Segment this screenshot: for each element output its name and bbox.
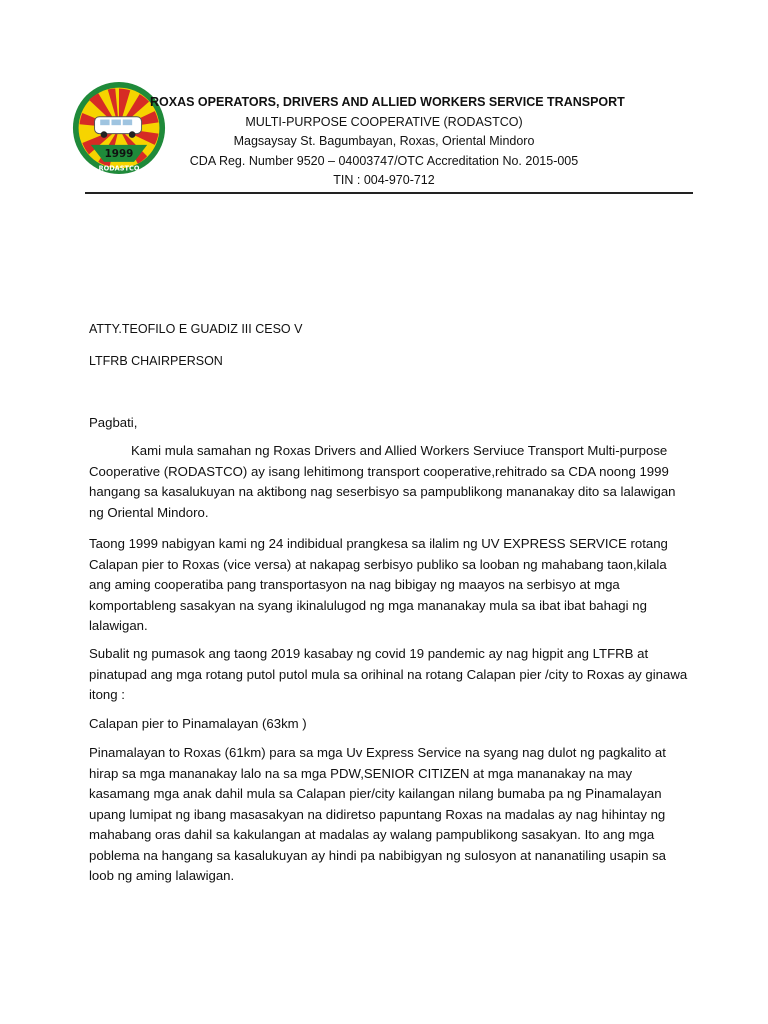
paragraph-text: Taong 1999 nabigyan kami ng 24 indibidual prangkesa sa ilalim ng UV EXPRESS SERVICE rotang Calapan pier to Roxas (vice versa) at nakapag serbisyo publiko sa looban ng mahabang taon,kilala ang aming cooperatiba pang transportasyon na nag bibigay ng maayos na serbisyo at mga komportableng sasakyan na syang ikinalulugod ng mga mananakay mula sa ibat ibat bahagi ng lalawigan. <box>89 536 668 633</box>
paragraph-5 <box>89 743 689 887</box>
paragraph-4 <box>89 714 689 735</box>
org-name-line2: MULTI-PURPOSE COOPERATIVE (RODASTCO) <box>245 114 523 129</box>
paragraph-text: Calapan pier to Pinamalayan (63km ) <box>89 716 307 731</box>
paragraph-1 <box>89 441 689 523</box>
paragraph-3 <box>89 644 689 706</box>
org-name-line1: ROXAS OPERATORS, DRIVERS AND ALLIED WORKERS SERVICE TRANSPORT <box>150 95 625 109</box>
org-address: Magsaysay St. Bagumbayan, Roxas, Oriental Mindoro <box>233 134 535 148</box>
addressee-name: ATTY.TEOFILO E GUADIZ III CESO V <box>89 322 303 336</box>
paragraph-text: Pinamalayan to Roxas (61km) para sa mga Uv Express Service na syang nag dulot ng pagkalito at hirap sa mga mananakay lalo na sa mga PDW,SENIOR CITIZEN at mga mananakay na may kasamang mga anak dahil mula sa Calapan pier/city kailangan nilang bumaba pa ng Pinamalayan upang lumipat ng ibang masasakyan na didiretso papuntang Roxas na madalas ay nag hihintay ng mahabang oras dahil sa kakulangan at madalas ay walang pampublikong sasakyan. Ito ang mga poblema na hangang sa kasalukuyan ay hindi pa nabibigyan ng sulosyon at nananatiling usapin sa loob ng aming lalawigan. <box>89 745 667 883</box>
salutation: Pagbati, <box>89 415 138 430</box>
paragraph-2 <box>89 534 689 637</box>
logo-year: 1999 <box>104 148 134 161</box>
paragraph-text: Subalit ng pumasok ang taong 2019 kasabay ng covid 19 pandemic ay nag higpit ang LTFRB at pinatupad ang mga rotang putol putol mula sa orihinal na rotang Calapan pier /city to Roxas ay ginawa itong : <box>89 646 688 702</box>
header-divider <box>85 192 693 194</box>
paragraph-text: Kami mula samahan ng Roxas Drivers and Allied Workers Serviuce Transport Multi-purpose Cooperative (RODASTCO) ay isang lehitimong transport cooperative,rehitrado sa CDA noong 1999 hangang sa kasalukuyan na aktibong nag seserbisyo sa pampublikong mananakay dito sa lalawigan ng Oriental Mindoro. <box>89 443 676 520</box>
letterhead <box>150 93 625 191</box>
logo-name: RODASTCO <box>98 164 140 173</box>
org-registration: CDA Reg. Number 9520 – 04003747/OTC Accreditation No. 2015-005 <box>189 153 579 168</box>
org-tin: TIN : 004-970-712 <box>333 173 435 187</box>
addressee-position: LTFRB CHAIRPERSON <box>89 354 223 368</box>
